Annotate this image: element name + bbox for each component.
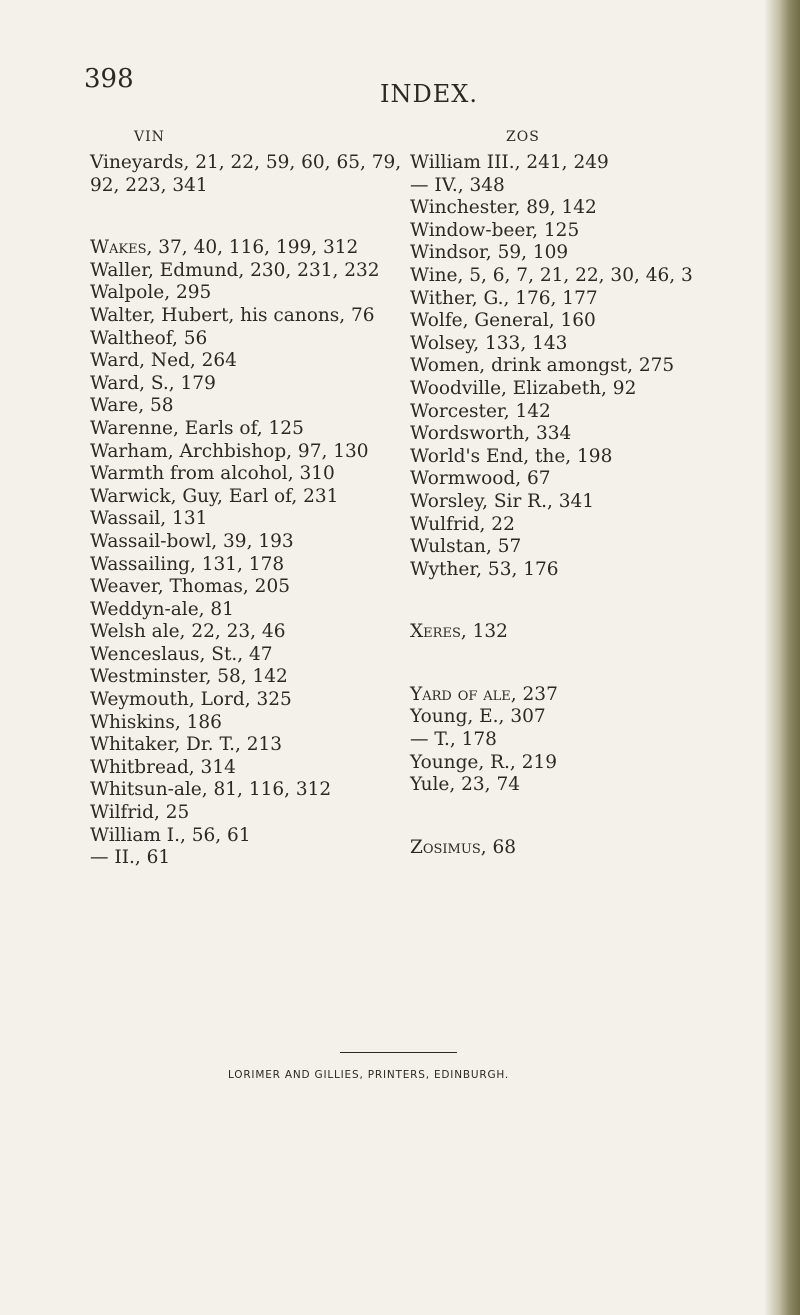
index-entry: Walpole, 295 bbox=[90, 282, 212, 304]
index-entry: Zosimus, 68 bbox=[410, 836, 517, 858]
index-entry: Whitaker, Dr. T., 213 bbox=[90, 734, 283, 756]
index-entry: Wilfrid, 25 bbox=[90, 802, 190, 824]
index-entry: Yard of ale, 237 bbox=[410, 683, 558, 705]
index-entry: Whiskins, 186 bbox=[90, 711, 222, 733]
index-entry: Wolsey, 133, 143 bbox=[410, 332, 568, 354]
index-entry: William I., 56, 61 bbox=[90, 824, 251, 846]
index-group bbox=[410, 621, 750, 644]
index-entry: Window-beer, 125 bbox=[410, 219, 580, 241]
index-entry: Wyther, 53, 176 bbox=[410, 558, 559, 580]
index-entry: Wassailing, 131, 178 bbox=[90, 553, 285, 575]
index-entry: Yule, 23, 74 bbox=[410, 774, 520, 796]
index-entry: Woodville, Elizabeth, 92 bbox=[410, 377, 637, 399]
right-column bbox=[410, 130, 750, 899]
index-entry: Warenne, Earls of, 125 bbox=[90, 417, 304, 439]
printer-imprint: LORIMER AND GILLIES, PRINTERS, EDINBURGH. bbox=[228, 1069, 510, 1081]
index-entry: Wenceslaus, St., 47 bbox=[90, 643, 273, 665]
index-entry: Wassail, 131 bbox=[90, 508, 208, 530]
index-entry: Young, E., 307 bbox=[410, 706, 546, 728]
index-entry: Wulstan, 57 bbox=[410, 536, 522, 558]
left-column-heading: VIN bbox=[134, 129, 165, 145]
index-entry: Wither, G., 176, 177 bbox=[410, 287, 598, 309]
index-entry: Ware, 58 bbox=[90, 395, 174, 417]
index-entry: Xeres, 132 bbox=[410, 621, 508, 643]
index-entry: 92, 223, 341 bbox=[90, 174, 208, 196]
index-entry: Wulfrid, 22 bbox=[410, 513, 515, 535]
imprint-rule bbox=[340, 1052, 457, 1053]
index-entry: Weymouth, Lord, 325 bbox=[90, 689, 292, 711]
index-entry: Welsh ale, 22, 23, 46 bbox=[90, 621, 286, 643]
index-group bbox=[410, 152, 750, 581]
index-entry: — T., 178 bbox=[410, 729, 497, 751]
index-entry: William III., 241, 249 bbox=[410, 152, 609, 173]
index-entry: Warmth from alcohol, 310 bbox=[90, 463, 335, 485]
left-column bbox=[90, 129, 402, 910]
index-entry: — II., 61 bbox=[90, 847, 171, 869]
page-edge-shadow bbox=[764, 0, 800, 1315]
right-column-heading: ZOS bbox=[506, 129, 540, 145]
index-entry: Whitsun-ale, 81, 116, 312 bbox=[90, 779, 332, 801]
index-entry: Wormwood, 67 bbox=[410, 468, 551, 490]
index-entry: Windsor, 59, 109 bbox=[410, 242, 569, 264]
page-number: 398 bbox=[84, 64, 134, 94]
index-entry: Ward, S., 179 bbox=[90, 372, 216, 394]
index-entry: Wakes, 37, 40, 116, 199, 312 bbox=[90, 237, 359, 259]
index-entry: Wordsworth, 334 bbox=[410, 423, 572, 445]
index-entry: Wassail-bowl, 39, 193 bbox=[90, 530, 294, 552]
index-entry: Vineyards, 21, 22, 59, 60, 65, 79, bbox=[90, 152, 402, 173]
index-entry: Walter, Hubert, his canons, 76 bbox=[90, 304, 375, 326]
index-entry: Warwick, Guy, Earl of, 231 bbox=[90, 485, 339, 507]
index-entry: Waltheof, 56 bbox=[90, 327, 208, 349]
index-entry: Wine, 5, 6, 7, 21, 22, 30, 46, 3 bbox=[410, 264, 693, 286]
running-head: INDEX. bbox=[380, 80, 478, 108]
index-entry: Ward, Ned, 264 bbox=[90, 350, 237, 372]
index-entry: Winchester, 89, 142 bbox=[410, 197, 597, 219]
index-entry: Warham, Archbishop, 97, 130 bbox=[90, 440, 369, 462]
index-entry: Younge, R., 219 bbox=[410, 751, 558, 773]
index-entry: — IV., 348 bbox=[410, 174, 505, 196]
index-entry: World's End, the, 198 bbox=[410, 445, 613, 467]
index-entry: Weaver, Thomas, 205 bbox=[90, 576, 290, 598]
index-entry: Wolfe, General, 160 bbox=[410, 310, 596, 332]
index-entry: Whitbread, 314 bbox=[90, 756, 236, 778]
index-entry: Worcester, 142 bbox=[410, 400, 551, 422]
index-group bbox=[90, 152, 402, 197]
index-entry: Worsley, Sir R., 341 bbox=[410, 490, 595, 512]
index-entry: Women, drink amongst, 275 bbox=[410, 355, 675, 377]
index-entry: Weddyn-ale, 81 bbox=[90, 598, 234, 620]
index-entry: Westminster, 58, 142 bbox=[90, 666, 288, 688]
index-entry: Waller, Edmund, 230, 231, 232 bbox=[90, 259, 380, 281]
index-group bbox=[90, 237, 380, 870]
index-group bbox=[410, 837, 750, 860]
index-group bbox=[410, 684, 750, 797]
